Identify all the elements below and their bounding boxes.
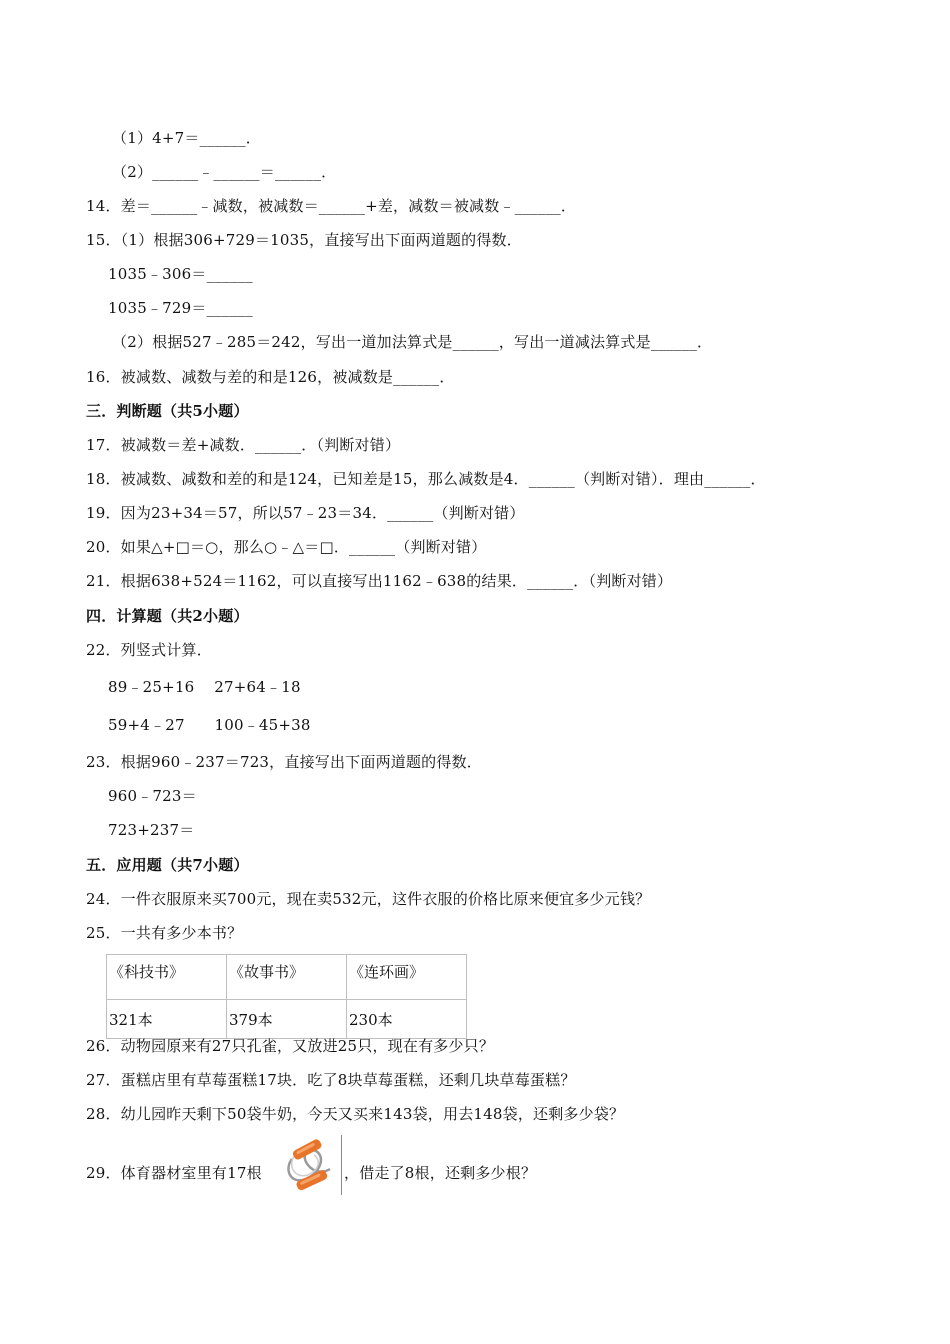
q13-part1: （1）4+7＝______． [112, 129, 261, 147]
table-header-row [107, 955, 467, 1000]
q22-row1: 89﹣25+16 27+64﹣18 [108, 678, 301, 696]
jump-rope-icon [280, 1139, 336, 1191]
table-cell: 《故事书》 [227, 955, 347, 1000]
q20: 20．如果△+□＝○，那么○﹣△＝□．______（判断对错） [86, 538, 487, 556]
q23-calc1: 960﹣723＝ [108, 787, 197, 805]
section-5-heading: 五．应用题（共7小题） [86, 856, 249, 874]
q21: 21．根据638+524＝1162，可以直接写出1162﹣638的结果．______．（判断对错） [86, 572, 673, 590]
table-cell: 321本 [107, 1000, 227, 1039]
q16: 16．被减数、减数与差的和是126，被减数是______． [86, 368, 455, 386]
q15-calc1: 1035﹣306＝______ [108, 265, 253, 283]
section-4-heading: 四．计算题（共2小题） [86, 607, 249, 625]
q15-calc2: 1035﹣729＝______ [108, 299, 253, 317]
q23-calc2: 723+237＝ [108, 821, 195, 839]
q18: 18．被减数、减数和差的和是124，已知差是15，那么减数是4．______（判断对错）．理由______． [86, 470, 766, 488]
table-cell: 《连环画》 [347, 955, 467, 1000]
table-row [107, 1000, 467, 1039]
q22-row2: 59+4﹣27 100﹣45+38 [108, 716, 311, 734]
table-cell: 《科技书》 [107, 955, 227, 1000]
q23: 23．根据960﹣237＝723，直接写出下面两道题的得数． [86, 753, 482, 771]
table-cell: 379本 [227, 1000, 347, 1039]
q15: 15．（1）根据306+729＝1035，直接写出下面两道题的得数． [86, 231, 522, 249]
q13-part2: （2）______﹣______＝______． [112, 163, 337, 181]
q15-part2: （2）根据527﹣285＝242，写出一道加法算式是______，写出一道减法算式是______． [112, 333, 713, 351]
q29-start: 29．体育器材室里有17根 [86, 1164, 262, 1182]
table-cell: 230本 [347, 1000, 467, 1039]
section-3-heading: 三．判断题（共5小题） [86, 402, 249, 420]
q22: 22．列竖式计算． [86, 641, 212, 659]
q28: 28．幼儿园昨天剩下50袋牛奶，今天又买来143袋，用去148袋，还剩多少袋？ [86, 1105, 625, 1123]
q29-end: ，借走了8根，还剩多少根？ [344, 1164, 537, 1182]
q24: 24．一件衣服原来买700元，现在卖532元，这件衣服的价格比原来便宜多少元钱？ [86, 890, 651, 908]
q17: 17．被减数＝差+减数．______．（判断对错） [86, 436, 401, 454]
book-count-table [106, 954, 467, 1039]
q14: 14．差＝______﹣减数，被减数＝______+差，减数＝被减数﹣______． [86, 197, 577, 215]
q26: 26．动物园原来有27只孔雀，又放进25只，现在有多少只？ [86, 1037, 495, 1055]
q19: 19．因为23+34＝57，所以57﹣23＝34．______（判断对错） [86, 504, 525, 522]
image-divider [341, 1135, 342, 1195]
q25: 25．一共有多少本书？ [86, 924, 243, 942]
q27: 27．蛋糕店里有草莓蛋糕17块．吃了8块草莓蛋糕，还剩几块草莓蛋糕？ [86, 1071, 576, 1089]
